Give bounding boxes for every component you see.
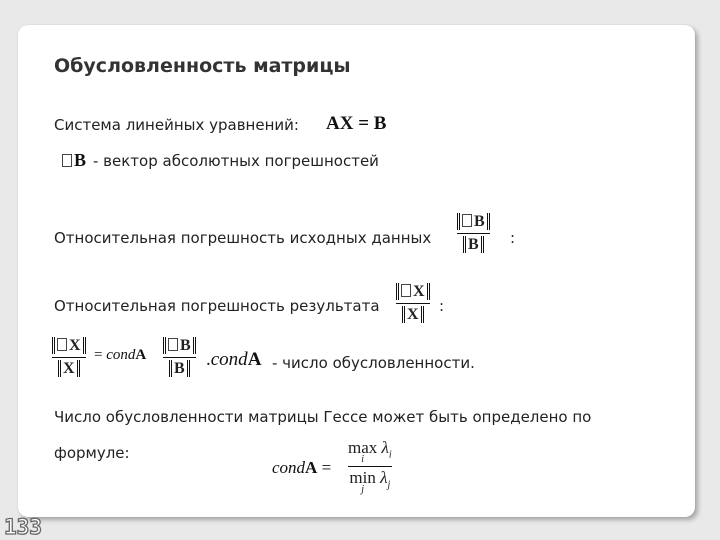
rel-error-result-fraction: X X [396,282,430,325]
cond-number-label: - число обусловленности. [272,354,475,372]
cond-formula-fraction: max i $\lambda_i$ min j $\lambda_j$ [348,438,392,496]
system-label: Система линейных уравнений: [54,116,299,134]
colon: : [439,297,445,315]
missing-glyph-icon [62,154,72,167]
missing-glyph-icon [401,284,411,297]
colon: : [510,229,516,247]
rel-error-input-fraction: B B [457,212,490,255]
missing-glyph-icon [462,214,472,227]
delta-b-symbol: B [62,150,86,171]
page-number: 133 [4,515,42,539]
missing-glyph-icon [168,338,178,351]
formula-label: формуле: [54,444,130,462]
missing-glyph-icon [57,338,67,351]
ineq-rhs-cond: = condA [94,347,147,363]
cond-formula-lhs: condA = [272,458,332,477]
hessian-cond-text: Число обусловленности матрицы Гессе может быть определено по [54,408,592,426]
abs-error-label: - вектор абсолютных погрешностей [93,152,379,170]
rel-error-result-label: Относительная погрешность результата [54,297,380,315]
cond-symbol: .condA [206,349,262,370]
ineq-lhs-fraction: X X [52,336,86,379]
slide-title: Обусловленность матрицы [54,55,351,77]
ineq-rhs-fraction: B B [163,336,196,379]
system-equation: AX = B [326,113,387,134]
rel-error-input-label: Относительная погрешность исходных данных [54,229,432,247]
